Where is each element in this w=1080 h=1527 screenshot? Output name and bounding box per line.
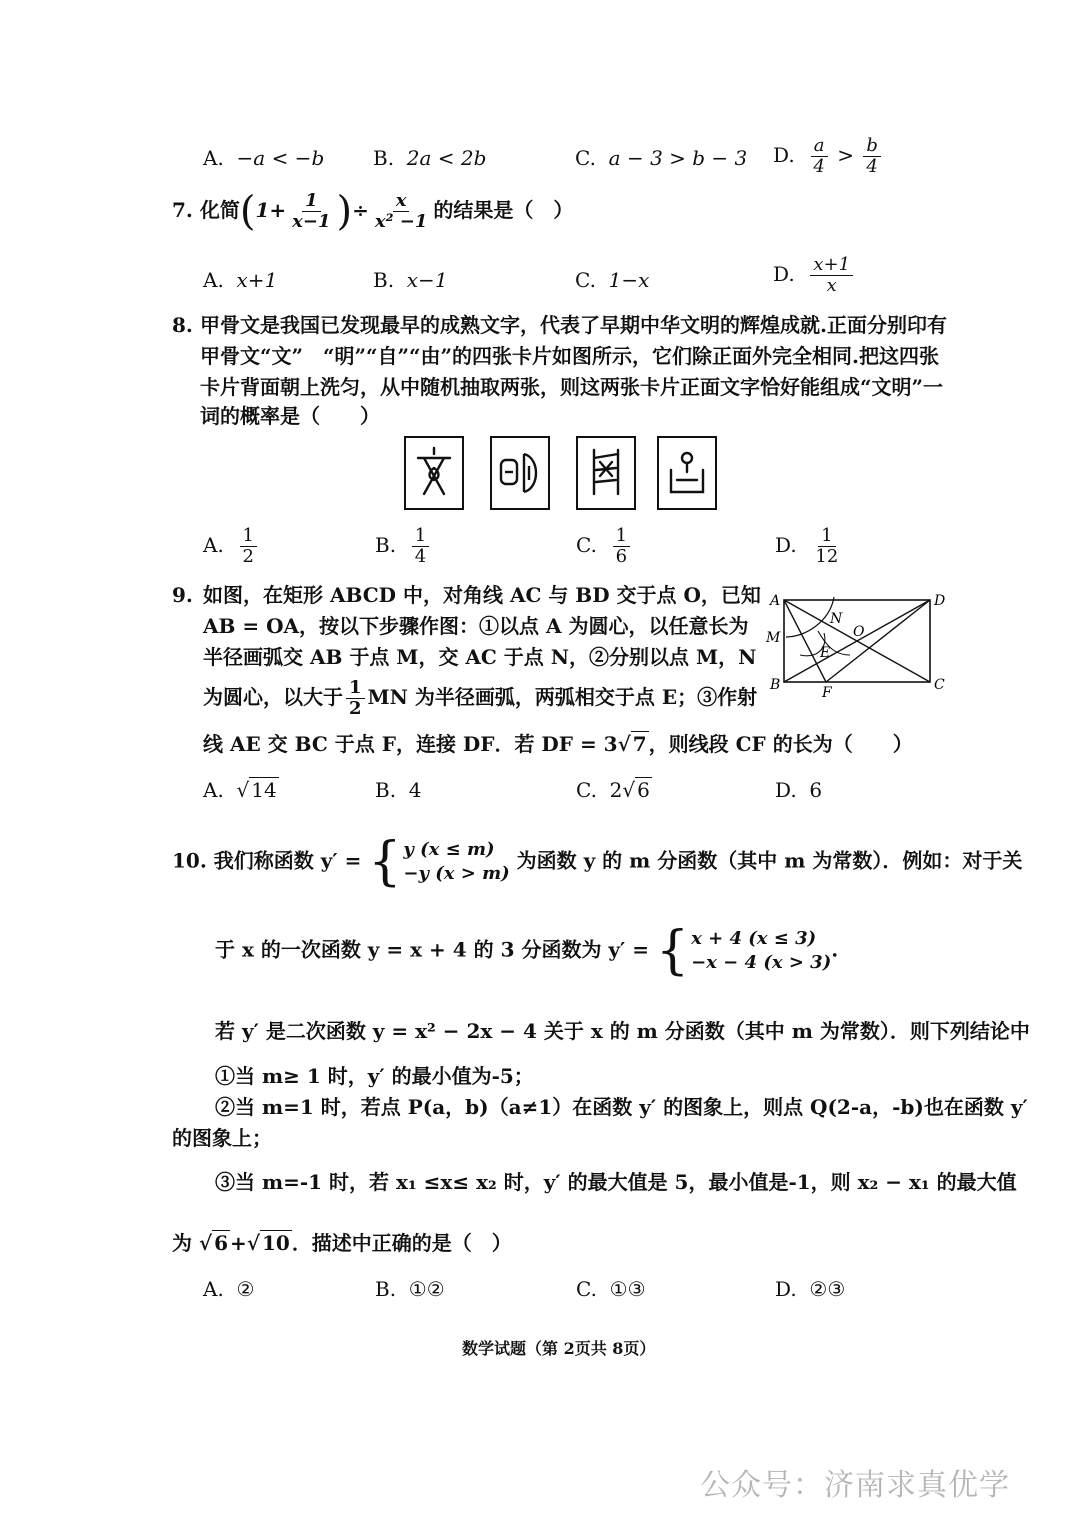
oracle-zi-icon <box>582 442 630 504</box>
q7-option-c: C. 1−x <box>575 268 650 292</box>
q9-line-4: 为圆心，以大于 $\frac{1}{2}$ MN 为半径画弧，两弧相交于点 E；③作射 <box>203 677 758 719</box>
q8-number: 8. <box>172 313 193 337</box>
q8-option-c: C. $\frac{1}{6}$ <box>576 526 633 567</box>
q8-option-d: D. $\frac{1}{12}$ <box>775 525 839 567</box>
fig-label-b: B <box>770 677 781 693</box>
q10-option-c: C. ①③ <box>576 1277 646 1301</box>
card-ming <box>490 436 550 510</box>
q9-option-a: A. √ 14 <box>203 778 277 802</box>
q10-option-b: B. ①② <box>375 1277 445 1301</box>
q8-line-2: 甲骨文“文” “明”“自”“由”的四张卡片如图所示，它们除正面外完全相同.把这四张 <box>200 344 939 368</box>
q8-option-a: A. $\frac{1}{2}$ <box>203 526 260 567</box>
q10-option-a: A. ② <box>203 1277 255 1301</box>
card-zi <box>576 436 636 510</box>
q10-statement-3: ③当 m=-1 时，若 x₁ ≤x≤ x₂ 时，y′ 的最大值是 5，最小值是-1，则 x₂ − x₁ 的最大值 <box>215 1170 1017 1194</box>
q7-stem: 7. 化简(1+ $\frac{1}{x-1}$ )÷ $\frac{x}{\text{x² −1}}$ 的结果是（ ） <box>172 188 574 235</box>
q8-line-4: 词的概率是（ ） <box>200 404 380 428</box>
q10-line-2: 于 x 的一次函数 y = x + 4 的 3 分函数为 y′ = { x + 4 (x ≤ 3) −x − 4 (x > 3) . <box>215 921 839 981</box>
oracle-ming-icon <box>496 442 544 504</box>
q10-statement-1: ①当 m≥ 1 时，y′ 的最小值为-5； <box>215 1064 534 1088</box>
q9-number: 9. <box>172 583 193 607</box>
fig-label-a: A <box>770 593 781 609</box>
q9-option-d: D. 6 <box>775 778 823 802</box>
q8-option-b: B. $\frac{1}{4}$ <box>375 526 432 567</box>
q9-option-b: B. 4 <box>375 778 422 802</box>
q10-statement-2: ②当 m=1 时，若点 P(a，b)（a≠1）在函数 y′ 的图象上，则点 Q(2-a，-b)也在函数 y′ <box>215 1095 1028 1119</box>
fig-label-c: C <box>934 677 945 693</box>
fig-label-o: O <box>853 624 865 640</box>
fig-label-f: F <box>822 685 832 700</box>
q9-option-c: C. 2√ 6 <box>576 778 650 802</box>
q9-line-5: 线 AE 交 BC 于点 F，连接 DF．若 DF = 3√ 7 ，则线段 CF 的长为（ ） <box>203 732 913 756</box>
q10-statement-3-cont: 为 √ 6 +√ 10 ．描述中正确的是（ ） <box>172 1231 512 1255</box>
q8-line-1: 甲骨文是我国已发现最早的成熟文字，代表了早期中华文明的辉煌成就.正面分别印有 <box>200 313 947 337</box>
oracle-wen-icon <box>410 442 458 504</box>
q7-option-b: B. x−1 <box>373 268 448 292</box>
q10-line-1: 10. 我们称函数 y′ = { y (x ≤ m) −y (x > m) 为函数 y 的 m 分函数（其中 m 为常数）．例如：对于关 <box>172 832 1023 892</box>
q10-option-d: D. ②③ <box>775 1277 846 1301</box>
q7-option-d: D. $\frac{x+1}{x}$ <box>773 255 856 296</box>
q6-option-b: B. 2a < 2b <box>373 146 487 170</box>
q8-line-3: 卡片背面朝上洗匀，从中随机抽取两张，则这两张卡片正面文字恰好能组成“文明”一 <box>200 375 944 399</box>
q6-option-c: C. a − 3 > b − 3 <box>575 146 748 170</box>
fig-label-m: M <box>766 630 781 646</box>
q10-line-3: 若 y′ 是二次函数 y = x² − 2x − 4 关于 x 的 m 分函数（其中 m 为常数）．则下列结论中 <box>215 1019 1030 1043</box>
fig-label-d: D <box>934 593 946 609</box>
fig-label-e: E <box>820 645 831 661</box>
q9-line-3: 半径画弧交 AB 于点 M，交 AC 于点 N，②分别以点 M，N <box>203 645 757 669</box>
oracle-you-icon <box>663 442 711 504</box>
fig-label-n: N <box>830 611 843 627</box>
q9-line-1: 如图，在矩形 ABCD 中，对角线 AC 与 BD 交于点 O，已知 <box>203 583 761 607</box>
watermark: 公众号：济南求真优学 <box>700 1468 1010 1503</box>
q6-option-a: A. −a < −b <box>203 146 325 170</box>
q10-statement-2-cont: 的图象上； <box>172 1126 272 1150</box>
card-you <box>657 436 717 510</box>
q6-option-d: D. $\frac{a}{4}$ > $\frac{b}{4}$ <box>773 136 884 177</box>
q9-line-2: AB = OA，按以下步骤作图：①以点 A 为圆心，以任意长为 <box>203 614 749 638</box>
card-wen <box>404 436 464 510</box>
q9-rectangle-figure <box>760 585 960 700</box>
q7-option-a: A. x+1 <box>203 268 278 292</box>
page-footer: 数学试题（第 2页共 8页） <box>462 1339 656 1358</box>
